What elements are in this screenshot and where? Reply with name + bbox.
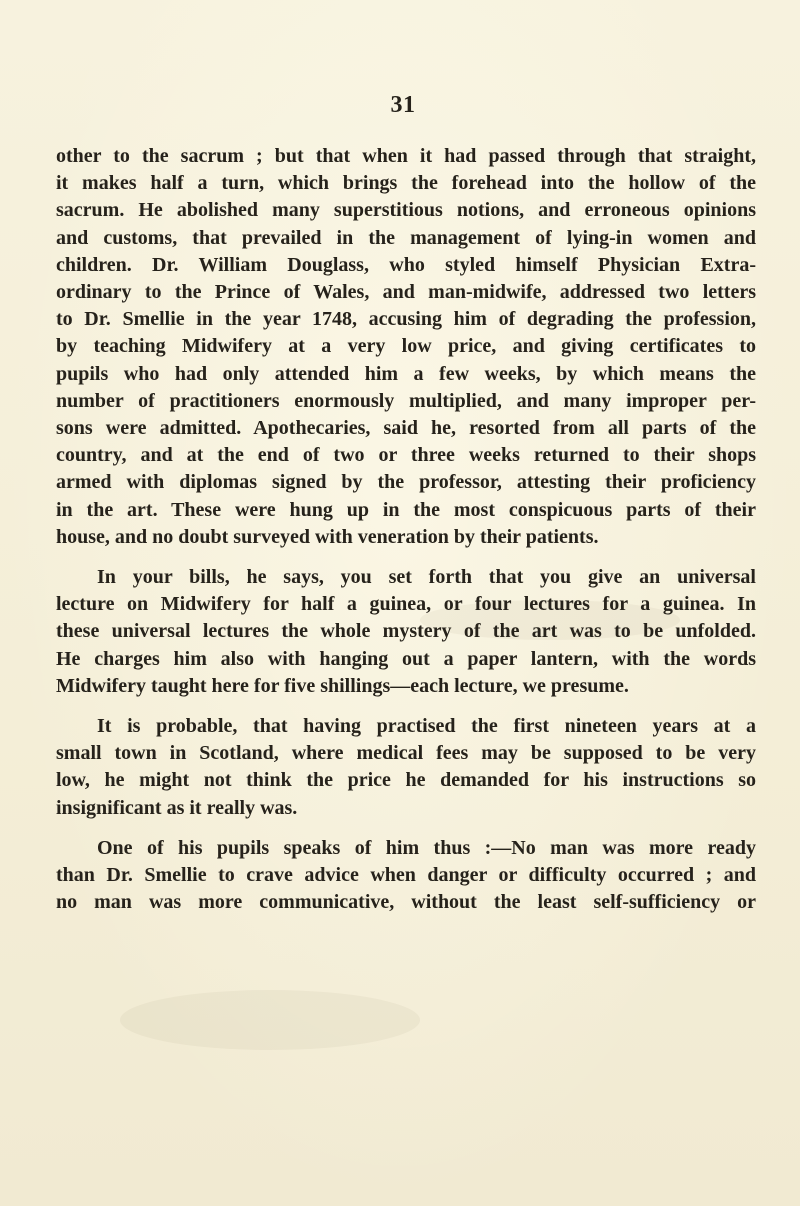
body-text bbox=[56, 143, 756, 916]
text-line: sons were admitted. Apothecaries, said he, resorted from all parts of the bbox=[56, 417, 756, 440]
paragraph-3 bbox=[56, 713, 756, 822]
text-line: no man was more communicative, without the least self-sufficiency or bbox=[56, 891, 756, 914]
text-line: country, and at the end of two or three weeks returned to their shops bbox=[56, 444, 756, 467]
text-line: children. Dr. William Douglass, who styled himself Physician Extra- bbox=[56, 253, 756, 276]
text-line: it makes half a turn, which brings the forehead into the hollow of the bbox=[56, 172, 756, 195]
text-line: pupils who had only attended him a few weeks, by which means the bbox=[56, 362, 756, 385]
text-line: by teaching Midwifery at a very low price, and giving certificates to bbox=[56, 335, 756, 358]
text-line: to Dr. Smellie in the year 1748, accusing him of degrading the profession, bbox=[56, 308, 756, 331]
text-line: and customs, that prevailed in the management of lying-in women and bbox=[56, 226, 756, 249]
page-number: 31 bbox=[390, 92, 416, 118]
text-line: He charges him also with hanging out a paper lantern, with the words bbox=[56, 647, 756, 670]
text-line: It is probable, that having practised the first nineteen years at a bbox=[97, 715, 756, 738]
paragraph-4 bbox=[56, 835, 756, 917]
text-line: armed with diplomas signed by the professor, attesting their proficiency bbox=[56, 471, 756, 494]
text-line: these universal lectures the whole mystery of the art was to be unfolded. bbox=[56, 620, 756, 643]
text-line: than Dr. Smellie to crave advice when danger or difficulty occurred ; and bbox=[56, 864, 756, 887]
text-line: Midwifery taught here for five shillings—each lecture, we presume. bbox=[56, 674, 629, 697]
text-line: small town in Scotland, where medical fees may be supposed to be very bbox=[56, 742, 756, 765]
text-line: ordinary to the Prince of Wales, and man-midwife, addressed two letters bbox=[56, 281, 756, 304]
text-line: insignificant as it really was. bbox=[56, 796, 298, 819]
text-line: house, and no doubt surveyed with veneration by their patients. bbox=[56, 525, 599, 548]
paragraph-1 bbox=[56, 143, 756, 551]
text-line: One of his pupils speaks of him thus :—No man was more ready bbox=[97, 836, 756, 859]
text-line: in the art. These were hung up in the most conspicuous parts of their bbox=[56, 498, 756, 521]
text-line: number of practitioners enormously multiplied, and many improper per- bbox=[56, 389, 756, 412]
text-line: low, he might not think the price he demanded for his instructions so bbox=[56, 769, 756, 792]
text-line: lecture on Midwifery for half a guinea, or four lectures for a guinea. In bbox=[56, 593, 756, 616]
text-line: sacrum. He abolished many superstitious notions, and erroneous opinions bbox=[56, 199, 756, 222]
paragraph-2 bbox=[56, 564, 756, 700]
text-line: other to the sacrum ; but that when it had passed through that straight, bbox=[56, 145, 756, 167]
paper-stain bbox=[120, 990, 420, 1050]
text-line: In your bills, he says, you set forth that you give an universal bbox=[97, 566, 756, 589]
